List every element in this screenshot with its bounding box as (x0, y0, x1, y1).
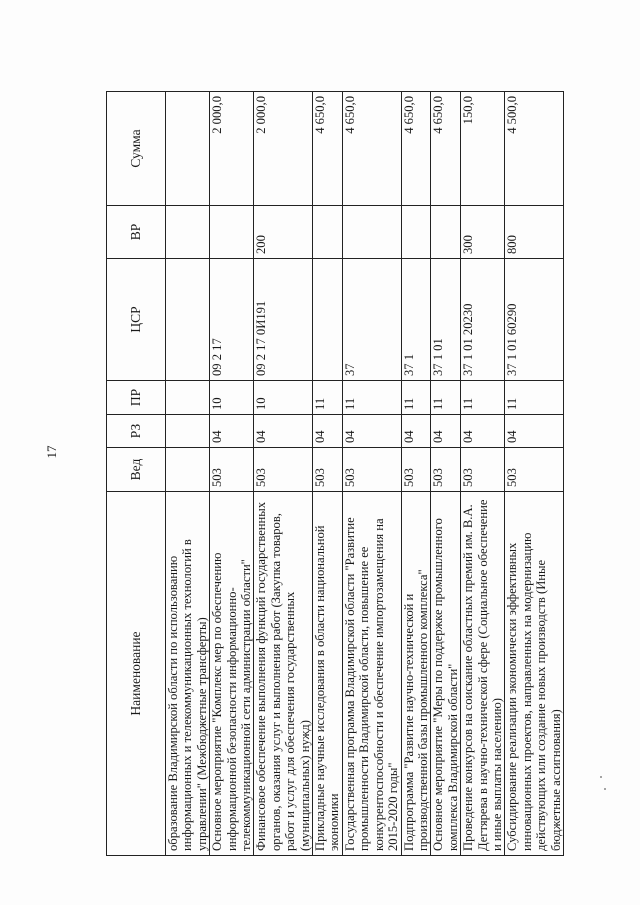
cell-ved (166, 448, 210, 492)
cell-sum: 2 000,0 (254, 92, 313, 206)
cell-ved: 503 (313, 448, 343, 492)
cell-rz: 04 (254, 415, 313, 448)
cell-rz: 04 (401, 415, 431, 448)
cell-sum: 4 650,0 (431, 92, 461, 206)
cell-name: Прикладные научные исследования в области национальной экономики (313, 492, 343, 856)
cell-ved: 503 (461, 448, 505, 492)
cell-name: Подпрограмма "Развитие научно-технической и производственной базы промышленного комплекса" (401, 492, 431, 856)
table-row (210, 92, 254, 856)
header-ved: Вед (107, 448, 166, 492)
rotated-table-wrapper (106, 92, 563, 856)
cell-csr (313, 259, 343, 381)
header-sum: Сумма (107, 92, 166, 206)
cell-ved: 503 (254, 448, 313, 492)
cell-pr: 10 (210, 381, 254, 415)
cell-rz: 04 (461, 415, 505, 448)
cell-vr (210, 206, 254, 259)
cell-name: Финансовое обеспечение выполнения функций государственных органов, оказания услуг и выполнения работ (Закупка товаров, работ и услуг для обеспечения государственных (муниципальных) нужд) (254, 492, 313, 856)
table-header-row (107, 92, 166, 856)
budget-table (106, 91, 564, 856)
cell-pr: 11 (461, 381, 505, 415)
cell-vr: 800 (505, 206, 564, 259)
cell-rz (166, 415, 210, 448)
cell-ved: 503 (342, 448, 401, 492)
cell-ved: 503 (401, 448, 431, 492)
cell-vr (431, 206, 461, 259)
cell-sum: 4 650,0 (401, 92, 431, 206)
header-rz: РЗ (107, 415, 166, 448)
cell-vr: 300 (461, 206, 505, 259)
header-pr: ПР (107, 381, 166, 415)
cell-vr (401, 206, 431, 259)
table-row (166, 92, 210, 856)
cell-sum: 150,0 (461, 92, 505, 206)
cell-csr: 37 1 01 60290 (505, 259, 564, 381)
cell-pr: 11 (401, 381, 431, 415)
header-csr: ЦСР (107, 259, 166, 381)
table-row (342, 92, 401, 856)
page-number: 17 (44, 445, 59, 459)
cell-name: Основное мероприятие "Меры по поддержке промышленного комплекса Владимирской области" (431, 492, 461, 856)
scan-speck (600, 776, 602, 778)
cell-vr: 200 (254, 206, 313, 259)
cell-sum: 4 650,0 (313, 92, 343, 206)
cell-name: Субсидирование реализации экономически эффективных инновационных проектов, направленных на модернизацию действующих или создание новых производств (Иные бюджетные ассигнования) (505, 492, 564, 856)
table-row (313, 92, 343, 856)
cell-pr: 11 (342, 381, 401, 415)
table-row (461, 92, 505, 856)
cell-pr: 11 (505, 381, 564, 415)
cell-pr: 10 (254, 381, 313, 415)
header-vr: ВР (107, 206, 166, 259)
cell-csr: 09 2 17 (210, 259, 254, 381)
cell-vr (313, 206, 343, 259)
cell-csr: 37 1 01 20230 (461, 259, 505, 381)
cell-csr: 37 1 01 (431, 259, 461, 381)
cell-pr: 11 (313, 381, 343, 415)
cell-rz: 04 (210, 415, 254, 448)
cell-sum: 2 000,0 (210, 92, 254, 206)
cell-ved: 503 (505, 448, 564, 492)
cell-csr: 37 (342, 259, 401, 381)
cell-pr (166, 381, 210, 415)
header-name: Наименование (107, 492, 166, 856)
cell-ved: 503 (431, 448, 461, 492)
cell-csr: 37 1 (401, 259, 431, 381)
scan-speck (604, 788, 606, 790)
cell-sum (166, 92, 210, 206)
cell-sum: 4 650,0 (342, 92, 401, 206)
table-row (254, 92, 313, 856)
cell-name: Проведение конкурсов на соискание областных премий им. В.А. Дегтярева в научно-технической сфере (Социальное обеспечение и иные выплаты населению) (461, 492, 505, 856)
cell-name: образование Владимирской области по использованию информационных и телекоммуникационных технологий в управлении" (Межбюджетные трансферты) (166, 492, 210, 856)
cell-csr: 09 2 17 0И191 (254, 259, 313, 381)
cell-rz: 04 (313, 415, 343, 448)
table-row (431, 92, 461, 856)
table-row (401, 92, 431, 856)
cell-name: Основное мероприятие "Комплекс мер по обеспечению информационной безопасности информационно-телекоммуникационной сети администрации области" (210, 492, 254, 856)
cell-pr: 11 (431, 381, 461, 415)
table-row (505, 92, 564, 856)
cell-rz: 04 (505, 415, 564, 448)
cell-rz: 04 (342, 415, 401, 448)
cell-ved: 503 (210, 448, 254, 492)
cell-rz: 04 (431, 415, 461, 448)
cell-name: Государственная программа Владимирской области "Развитие промышленности Владимирской области, повышение ее конкурентоспособности и обеспечение импортозамещения на 2015-2020 годы" (342, 492, 401, 856)
cell-sum: 4 500,0 (505, 92, 564, 206)
cell-vr (166, 206, 210, 259)
cell-csr (166, 259, 210, 381)
cell-vr (342, 206, 401, 259)
